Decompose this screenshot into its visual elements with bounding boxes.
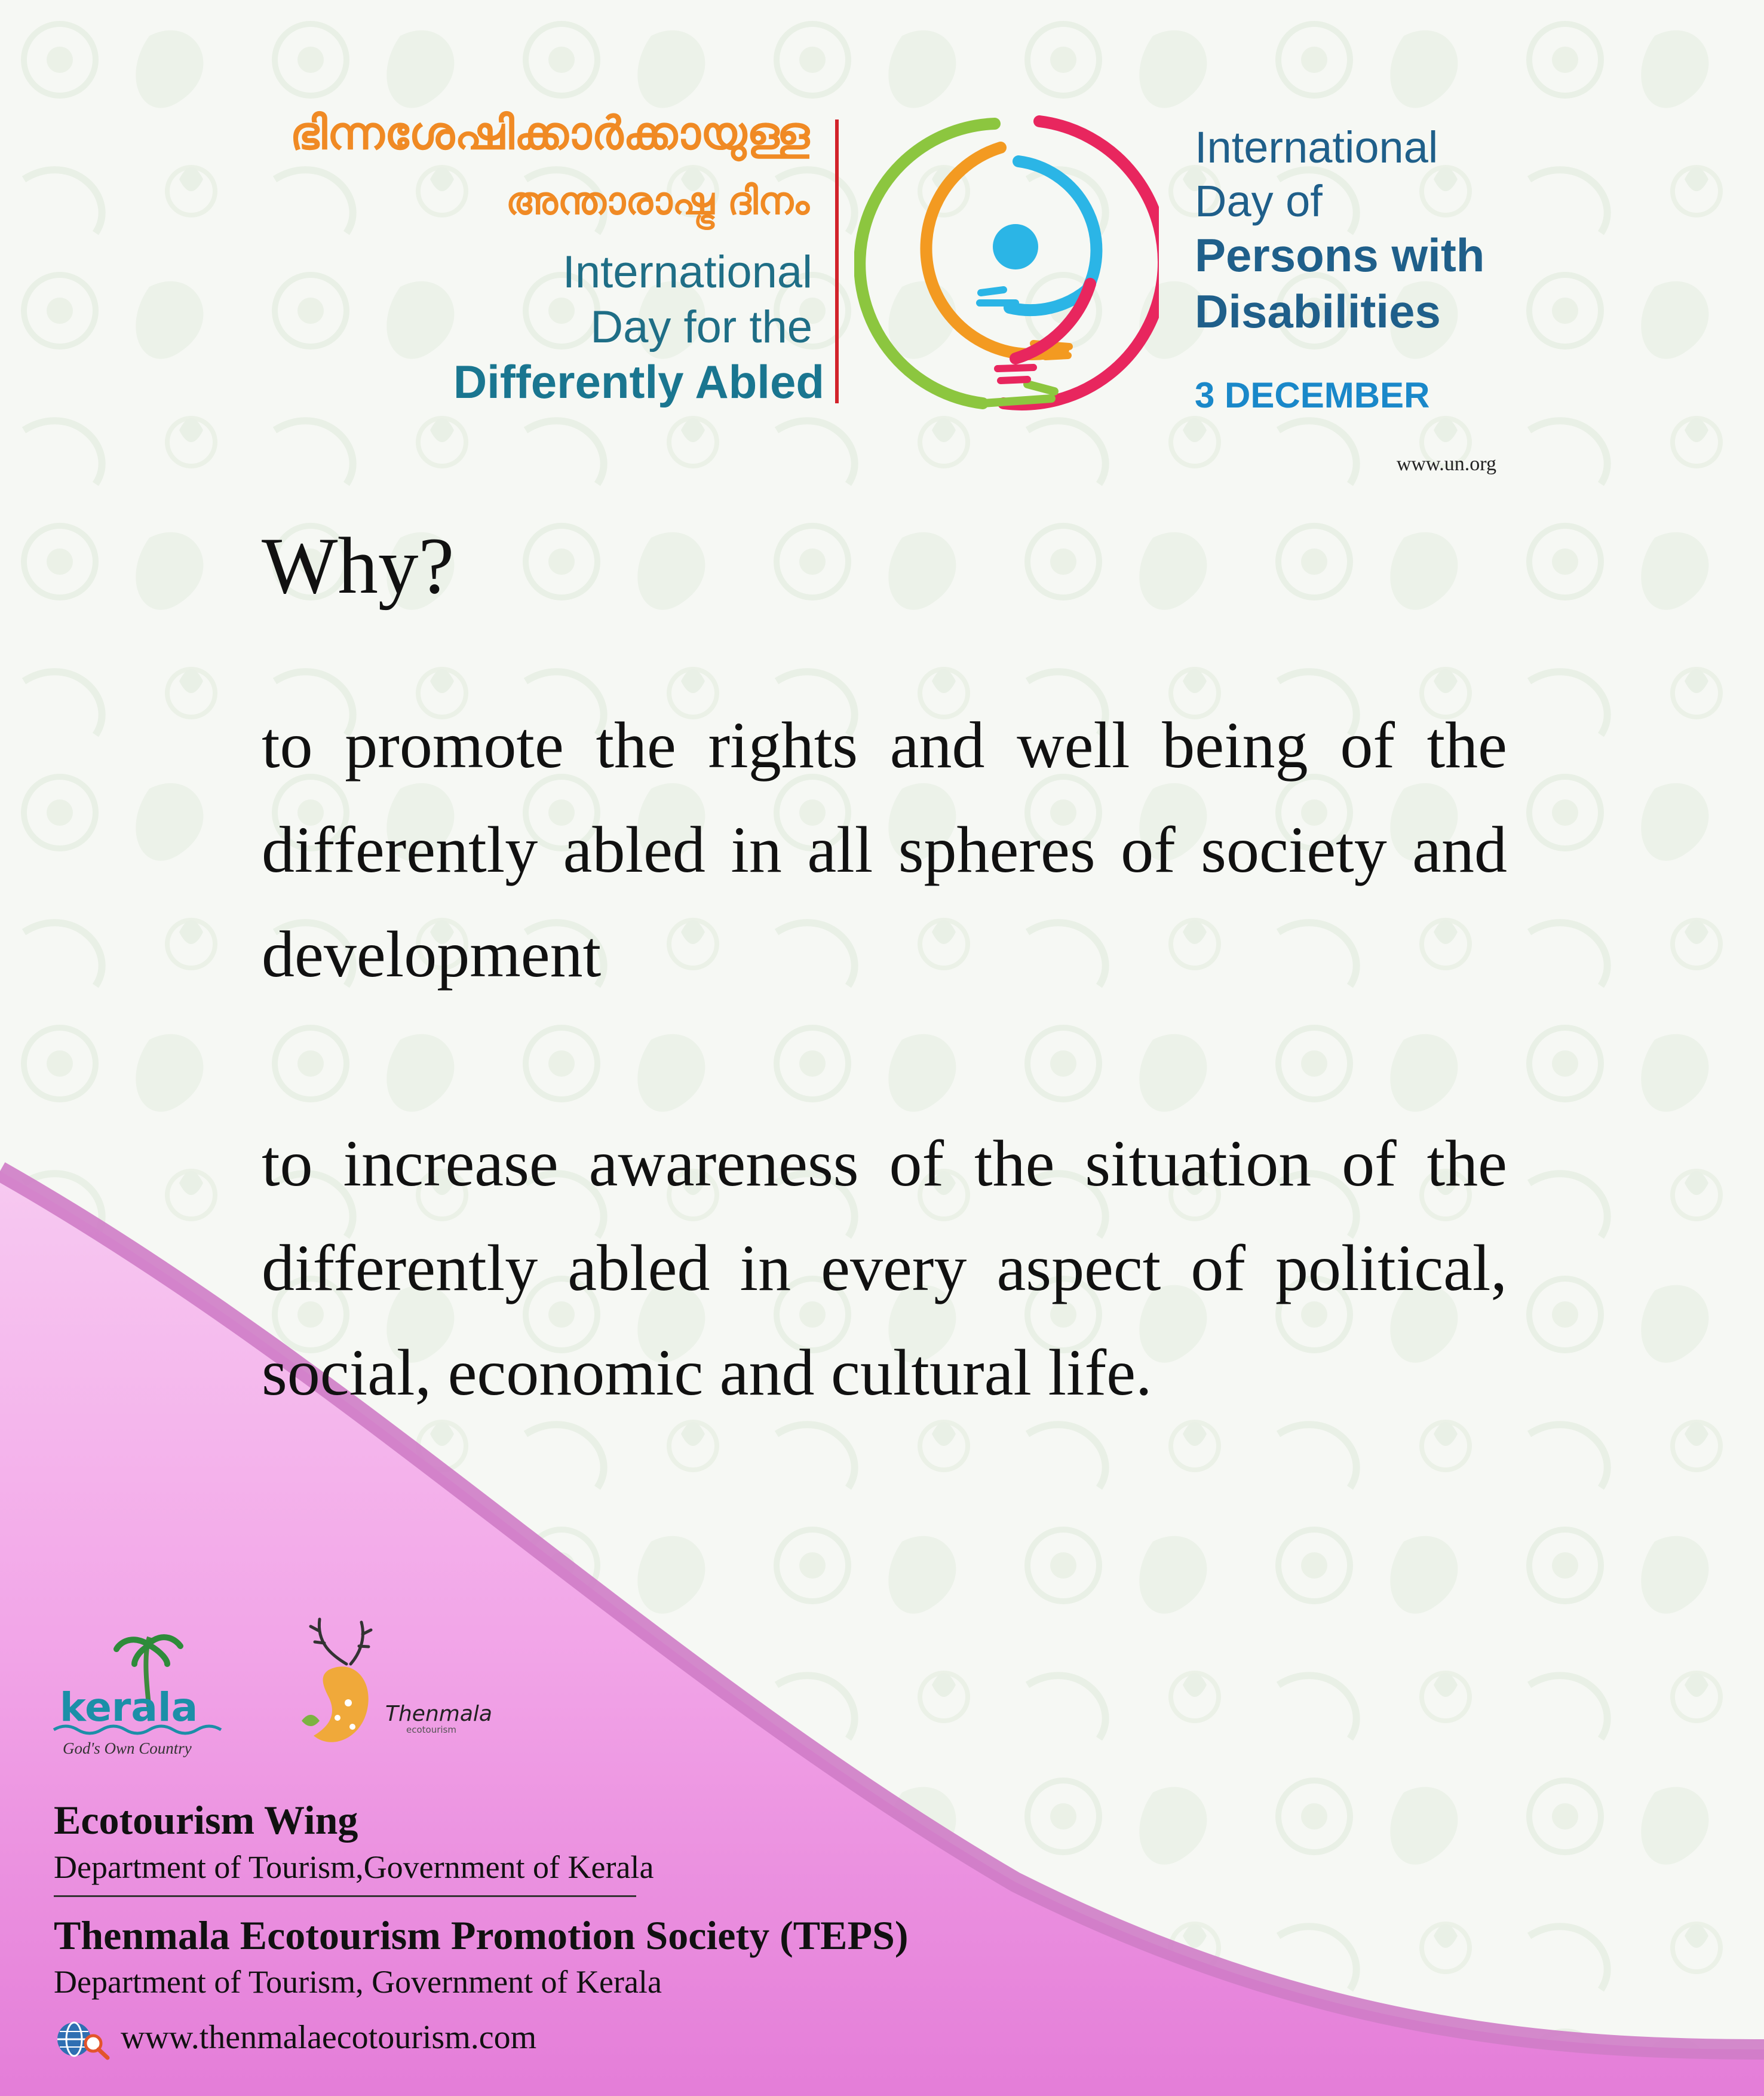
- un-title-line2: Day of: [1195, 176, 1323, 226]
- malayalam-title-line1: ഭിന്നശേഷിക്കാർക്കായുള്ള: [290, 106, 809, 160]
- un-title-line4: Disabilities: [1195, 285, 1441, 338]
- globe-search-icon: [54, 2018, 111, 2060]
- org-department-1: Department of Tourism,Government of Kerala: [54, 1849, 654, 1885]
- event-date: 3 DECEMBER: [1195, 375, 1430, 415]
- kerala-tagline: God's Own Country: [63, 1739, 192, 1757]
- reason-paragraph-1: to promote the rights and well being of the differently abled in all spheres of society and development: [262, 709, 1507, 991]
- english-title-line1: International: [562, 247, 812, 298]
- section-heading: Why?: [262, 522, 455, 611]
- un-title-line1: International: [1195, 122, 1438, 172]
- kerala-wordmark: kerala: [60, 1684, 198, 1730]
- kerala-tourism-logo: [48, 1631, 227, 1763]
- un-title-line3: Persons with: [1195, 229, 1485, 281]
- source-url: www.un.org: [1396, 453, 1496, 475]
- org-name-ecotourism-wing: Ecotourism Wing: [54, 1797, 358, 1843]
- website-link[interactable]: www.thenmalaecotourism.com: [121, 2019, 537, 2056]
- thenmala-name: Thenmala: [385, 1702, 492, 1726]
- org-department-2: Department of Tourism, Government of Kerala: [54, 1964, 662, 2000]
- org-name-teps: Thenmala Ecotourism Promotion Society (TEPS): [54, 1913, 909, 1958]
- footer-divider: [54, 1895, 636, 1897]
- english-title-line3: Differently Abled: [453, 356, 824, 408]
- idpd-emblem-logo: [854, 111, 1159, 415]
- thenmala-ecotourism-logo: [296, 1613, 493, 1769]
- english-title-line2: Day for the: [590, 302, 812, 353]
- malayalam-title-line2: അന്താരാഷ്ട്ര ദിനം: [505, 179, 809, 223]
- title-divider: [835, 119, 839, 403]
- thenmala-subtitle: ecotourism: [406, 1724, 456, 1735]
- reason-paragraph-2: to increase awareness of the situation of the differently abled in every aspect of political, social, economic and cultural life.: [262, 1127, 1507, 1409]
